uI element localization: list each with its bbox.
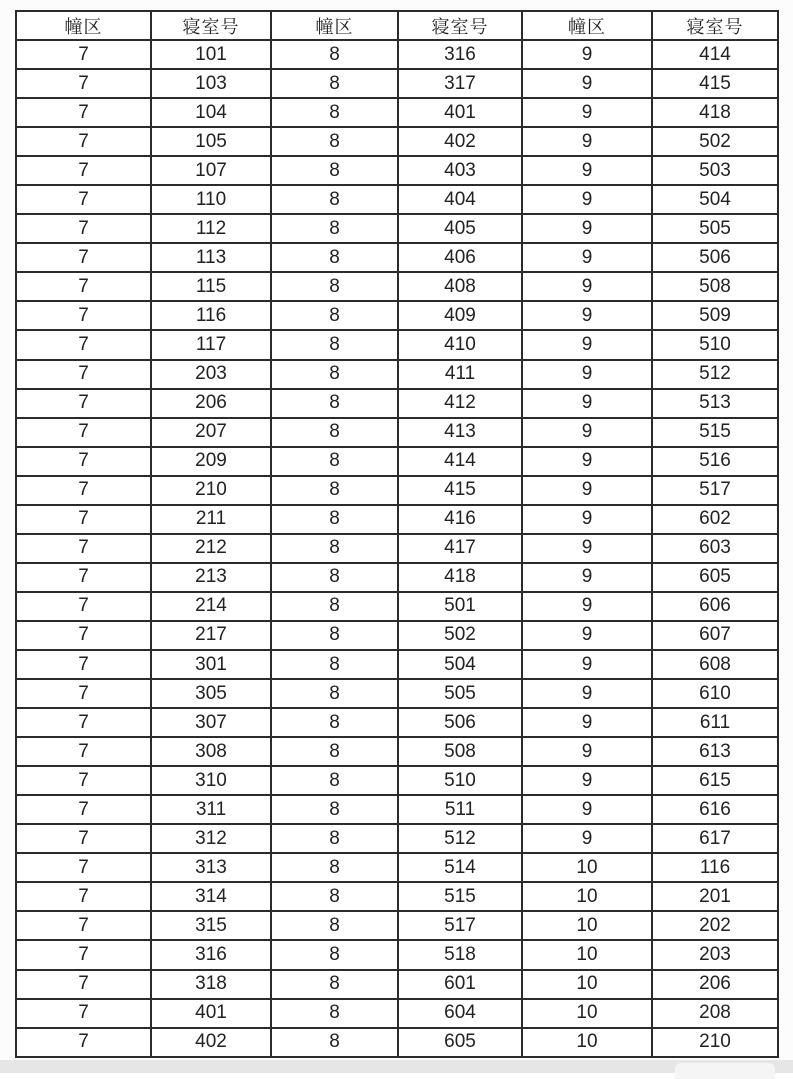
cell: 7 [16,156,151,185]
cell: 9 [522,418,652,447]
cell: 9 [522,40,652,69]
table-row [16,1028,778,1057]
cell: 10 [522,940,652,969]
cell: 416 [398,505,522,534]
cell: 9 [522,301,652,330]
cell: 8 [271,737,398,766]
cell: 116 [151,301,271,330]
table-row [16,447,778,476]
cell: 417 [398,534,522,563]
corner-card [675,1063,775,1079]
cell: 217 [151,621,271,650]
cell: 7 [16,621,151,650]
cell: 8 [271,882,398,911]
cell: 409 [398,301,522,330]
cell: 506 [398,708,522,737]
cell: 514 [398,853,522,882]
cell: 504 [652,185,778,214]
cell: 8 [271,69,398,98]
cell: 8 [271,243,398,272]
cell: 8 [271,301,398,330]
cell: 505 [652,214,778,243]
cell: 415 [398,476,522,505]
cell: 206 [151,389,271,418]
cell: 9 [522,185,652,214]
cell: 8 [271,476,398,505]
cell: 506 [652,243,778,272]
cell: 410 [398,330,522,359]
cell: 8 [271,853,398,882]
cell: 7 [16,650,151,679]
cell: 8 [271,563,398,592]
cell: 604 [398,999,522,1028]
cell: 501 [398,592,522,621]
cell: 510 [652,330,778,359]
cell: 110 [151,185,271,214]
cell: 211 [151,505,271,534]
table-row [16,476,778,505]
cell: 8 [271,447,398,476]
cell: 9 [522,795,652,824]
bottom-strip [0,1060,793,1073]
cell: 607 [652,621,778,650]
cell: 310 [151,766,271,795]
table-row [16,650,778,679]
cell: 10 [522,970,652,999]
cell: 605 [652,563,778,592]
table-row [16,389,778,418]
cell: 318 [151,970,271,999]
table-row [16,534,778,563]
cell: 7 [16,301,151,330]
cell: 103 [151,69,271,98]
cell: 7 [16,418,151,447]
cell: 509 [652,301,778,330]
cell: 411 [398,360,522,389]
cell: 311 [151,795,271,824]
cell: 307 [151,708,271,737]
cell: 414 [652,40,778,69]
cell: 406 [398,243,522,272]
cell: 107 [151,156,271,185]
cell: 7 [16,795,151,824]
cell: 9 [522,592,652,621]
table-row [16,940,778,969]
cell: 8 [271,592,398,621]
cell: 8 [271,127,398,156]
cell: 117 [151,330,271,359]
cell: 10 [522,853,652,882]
cell: 7 [16,185,151,214]
cell: 7 [16,98,151,127]
cell: 112 [151,214,271,243]
cell: 401 [151,999,271,1028]
table-row [16,679,778,708]
cell: 606 [652,592,778,621]
cell: 515 [652,418,778,447]
cell: 9 [522,737,652,766]
cell: 502 [652,127,778,156]
table-row [16,999,778,1028]
cell: 7 [16,214,151,243]
cell: 512 [652,360,778,389]
cell: 9 [522,824,652,853]
cell: 402 [398,127,522,156]
cell: 315 [151,911,271,940]
cell: 402 [151,1028,271,1057]
cell: 517 [652,476,778,505]
cell: 7 [16,708,151,737]
cell: 8 [271,1028,398,1057]
cell: 9 [522,98,652,127]
cell: 8 [271,505,398,534]
cell: 8 [271,214,398,243]
table-row [16,156,778,185]
cell: 7 [16,360,151,389]
column-header-4: 幢区 [522,11,652,40]
cell: 10 [522,1028,652,1057]
cell: 510 [398,766,522,795]
cell: 308 [151,737,271,766]
table-row [16,737,778,766]
cell: 7 [16,940,151,969]
cell: 101 [151,40,271,69]
cell: 505 [398,679,522,708]
cell: 212 [151,534,271,563]
cell: 9 [522,563,652,592]
cell: 305 [151,679,271,708]
cell: 316 [398,40,522,69]
cell: 615 [652,766,778,795]
cell: 203 [652,940,778,969]
cell: 9 [522,243,652,272]
table-row [16,418,778,447]
cell: 206 [652,970,778,999]
cell: 8 [271,185,398,214]
cell: 8 [271,766,398,795]
cell: 503 [652,156,778,185]
table-row [16,853,778,882]
cell: 7 [16,389,151,418]
cell: 403 [398,156,522,185]
cell: 8 [271,824,398,853]
cell: 7 [16,505,151,534]
cell: 610 [652,679,778,708]
table-row [16,301,778,330]
table-row [16,243,778,272]
table-row [16,824,778,853]
cell: 7 [16,330,151,359]
table-row [16,882,778,911]
cell: 7 [16,447,151,476]
cell: 516 [652,447,778,476]
cell: 10 [522,911,652,940]
cell: 7 [16,853,151,882]
cell: 616 [652,795,778,824]
cell: 504 [398,650,522,679]
column-header-1: 寝室号 [151,11,271,40]
cell: 8 [271,970,398,999]
cell: 9 [522,272,652,301]
cell: 210 [652,1028,778,1057]
cell: 7 [16,69,151,98]
cell: 7 [16,563,151,592]
table-row [16,214,778,243]
cell: 8 [271,534,398,563]
cell: 413 [398,418,522,447]
table-row [16,621,778,650]
table-row [16,766,778,795]
cell: 8 [271,999,398,1028]
cell: 9 [522,476,652,505]
table-header-row [16,11,778,40]
cell: 9 [522,708,652,737]
cell: 8 [271,272,398,301]
table-row [16,795,778,824]
cell: 405 [398,214,522,243]
cell: 518 [398,940,522,969]
cell: 9 [522,766,652,795]
table-row [16,40,778,69]
cell: 414 [398,447,522,476]
cell: 8 [271,621,398,650]
cell: 8 [271,389,398,418]
cell: 10 [522,999,652,1028]
cell: 7 [16,127,151,156]
cell: 603 [652,534,778,563]
cell: 7 [16,40,151,69]
table-row [16,592,778,621]
table-row [16,970,778,999]
cell: 316 [151,940,271,969]
cell: 517 [398,911,522,940]
cell: 113 [151,243,271,272]
cell: 502 [398,621,522,650]
cell: 208 [652,999,778,1028]
cell: 203 [151,360,271,389]
cell: 9 [522,69,652,98]
cell: 9 [522,330,652,359]
cell: 10 [522,882,652,911]
table-row [16,185,778,214]
cell: 8 [271,795,398,824]
cell: 9 [522,156,652,185]
dorm-assignment-table [15,10,779,1058]
cell: 8 [271,330,398,359]
table-body [16,40,778,1057]
cell: 415 [652,69,778,98]
cell: 611 [652,708,778,737]
cell: 213 [151,563,271,592]
table-row [16,127,778,156]
cell: 512 [398,824,522,853]
cell: 617 [652,824,778,853]
cell: 7 [16,243,151,272]
cell: 314 [151,882,271,911]
cell: 515 [398,882,522,911]
cell: 105 [151,127,271,156]
cell: 317 [398,69,522,98]
cell: 7 [16,679,151,708]
cell: 8 [271,679,398,708]
cell: 104 [151,98,271,127]
cell: 7 [16,534,151,563]
cell: 8 [271,940,398,969]
cell: 613 [652,737,778,766]
cell: 7 [16,1028,151,1057]
cell: 7 [16,766,151,795]
cell: 9 [522,127,652,156]
cell: 404 [398,185,522,214]
cell: 511 [398,795,522,824]
cell: 8 [271,156,398,185]
column-header-2: 幢区 [271,11,398,40]
cell: 7 [16,737,151,766]
cell: 9 [522,389,652,418]
cell: 8 [271,650,398,679]
cell: 9 [522,505,652,534]
cell: 608 [652,650,778,679]
cell: 8 [271,40,398,69]
table-row [16,563,778,592]
cell: 7 [16,970,151,999]
cell: 418 [652,98,778,127]
column-header-3: 寝室号 [398,11,522,40]
cell: 401 [398,98,522,127]
table-row [16,505,778,534]
cell: 408 [398,272,522,301]
cell: 602 [652,505,778,534]
cell: 116 [652,853,778,882]
cell: 8 [271,98,398,127]
cell: 418 [398,563,522,592]
cell: 7 [16,882,151,911]
cell: 508 [398,737,522,766]
table-row [16,330,778,359]
cell: 412 [398,389,522,418]
table-row [16,98,778,127]
cell: 207 [151,418,271,447]
cell: 7 [16,592,151,621]
cell: 9 [522,360,652,389]
cell: 214 [151,592,271,621]
cell: 210 [151,476,271,505]
cell: 8 [271,708,398,737]
cell: 9 [522,447,652,476]
cell: 9 [522,534,652,563]
cell: 201 [652,882,778,911]
cell: 209 [151,447,271,476]
cell: 301 [151,650,271,679]
cell: 7 [16,824,151,853]
cell: 9 [522,621,652,650]
cell: 8 [271,360,398,389]
table-row [16,708,778,737]
cell: 115 [151,272,271,301]
table-row [16,911,778,940]
cell: 9 [522,679,652,708]
cell: 8 [271,418,398,447]
table-row [16,360,778,389]
cell: 8 [271,911,398,940]
cell: 7 [16,272,151,301]
column-header-5: 寝室号 [652,11,778,40]
cell: 513 [652,389,778,418]
table-row [16,272,778,301]
cell: 605 [398,1028,522,1057]
cell: 313 [151,853,271,882]
cell: 508 [652,272,778,301]
cell: 312 [151,824,271,853]
cell: 9 [522,650,652,679]
column-header-0: 幢区 [16,11,151,40]
cell: 601 [398,970,522,999]
cell: 7 [16,911,151,940]
cell: 202 [652,911,778,940]
cell: 7 [16,999,151,1028]
cell: 7 [16,476,151,505]
cell: 9 [522,214,652,243]
table-row [16,69,778,98]
